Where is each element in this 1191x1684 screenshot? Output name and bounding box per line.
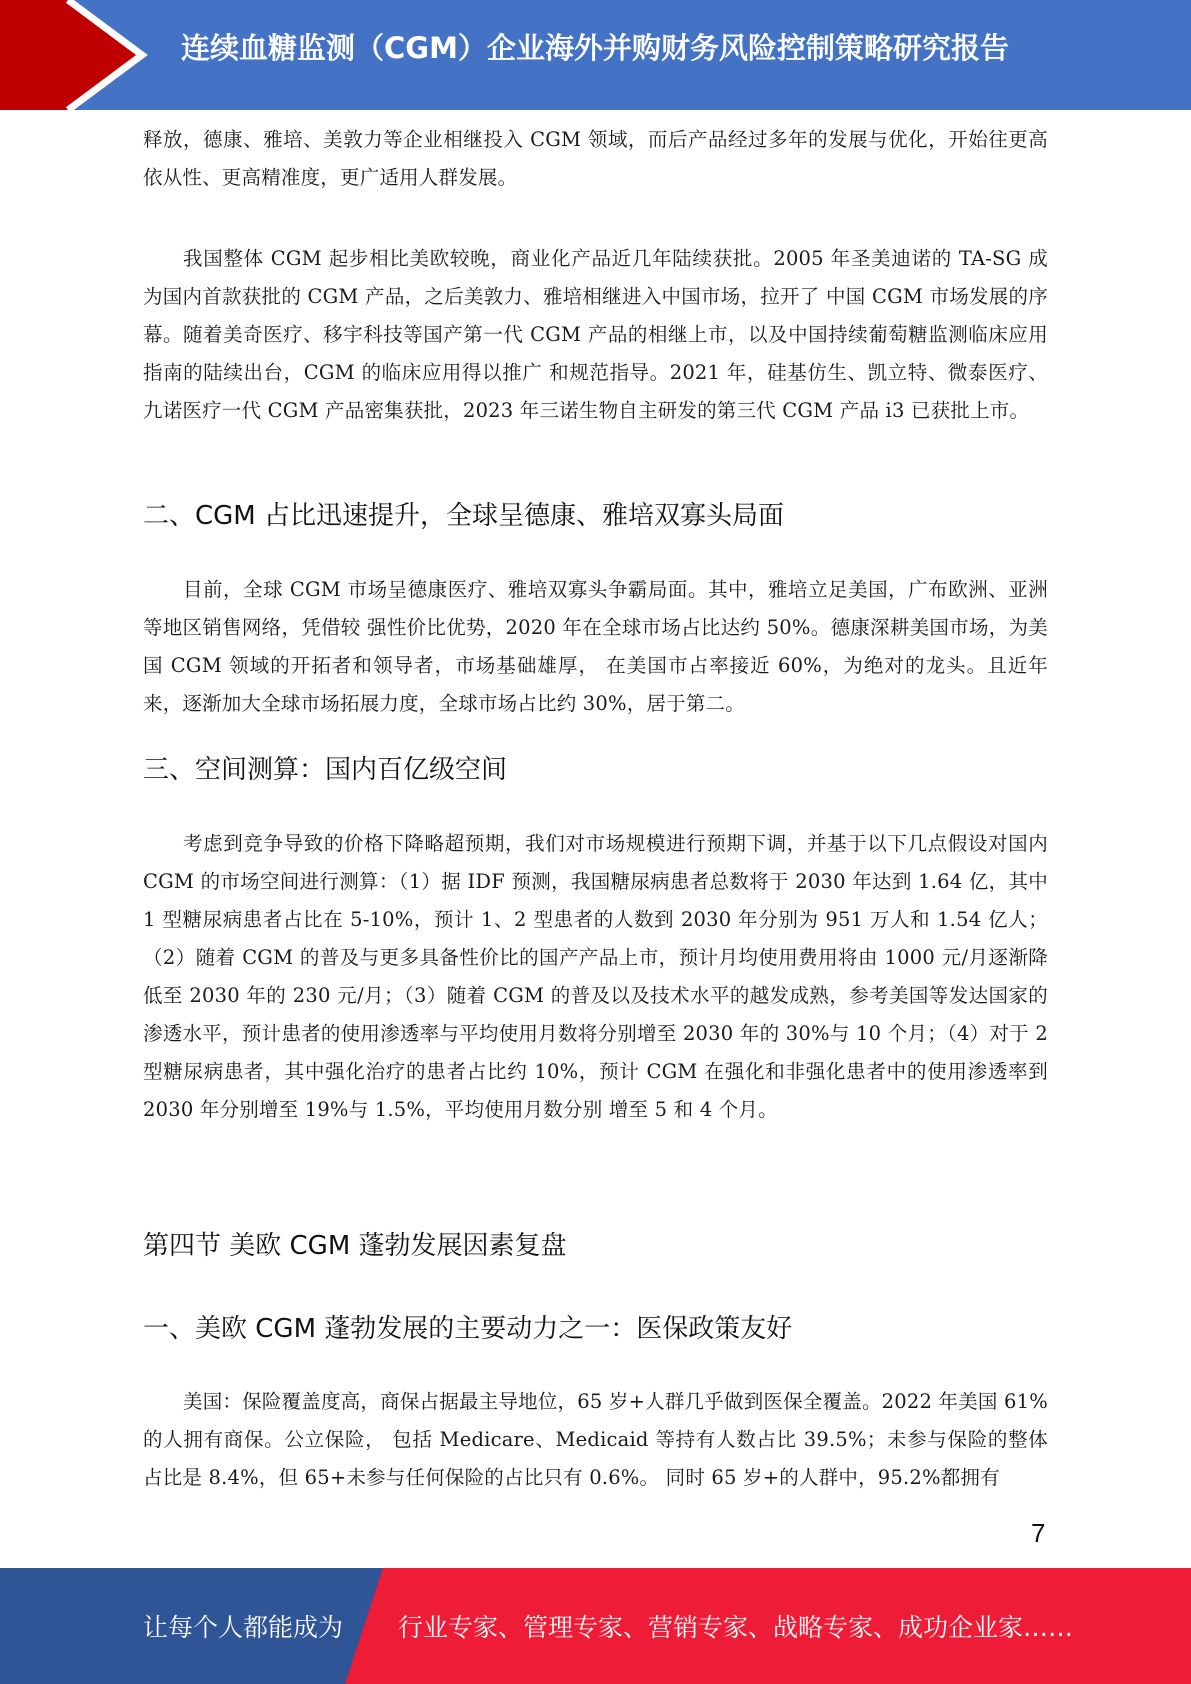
- paragraph-china-cgm-history: 我国整体 CGM 起步相比美欧较晚，商业化产品近几年陆续获批。2005 年圣美迪诺的 TA-SG 成为国内首款获批的 CGM 产品，之后美敦力、雅培相继进入中国市场，拉开了 中国 CGM 市场发展的序幕。随着美奇医疗、移宇科技等国产第一代 CGM 产品的相继上市，以及中国持续葡萄糖监测临床应用指南的陆续出台，CGM 的临床应用得以推广 和规范指导。2021 年，硅基仿生、凯立特、微泰医疗、九诺医疗一代 CGM 产品密集获批，2023 年三诺生物自主研发的第三代 CGM 产品 i3 已获批上市。: [143, 247, 1048, 422]
- paragraph-global-duopoly: 目前，全球 CGM 市场呈德康医疗、雅培双寡头争霸局面。其中，雅培立足美国，广布欧洲、亚洲等地区销售网络，凭借较 强性价比优势，2020 年在全球市场占比达约 50%。德康深耕美国市场，为美国 CGM 领域的开拓者和领导者，市场基础雄厚， 在美国市占率接近 60%，为绝对的龙头。且近年来，逐渐加大全球市场拓展力度，全球市场占比约 30%，居于第二。: [143, 578, 1048, 715]
- section-heading-market-size: 三、空间测算：国内百亿级空间: [143, 755, 508, 785]
- page-footer-banner: [0, 1568, 1191, 1684]
- red-arrow-shape: [0, 0, 140, 110]
- section-heading-market-share: 二、CGM 占比迅速提升，全球呈德康、雅培双寡头局面: [143, 501, 784, 531]
- page-header-banner: [0, 0, 1191, 110]
- page-number: 7: [1031, 1518, 1046, 1548]
- section-heading-insurance-policy: 一、美欧 CGM 蓬勃发展的主要动力之一：医保政策友好: [143, 1314, 793, 1344]
- footer-slogan-left: 让每个人都能成为: [143, 1613, 344, 1642]
- paragraph-market-estimation: 考虑到竞争导致的价格下降略超预期，我们对市场规模进行预期下调，并基于以下几点假设对国内 CGM 的市场空间进行测算：（1）据 IDF 预测，我国糖尿病患者总数将于 2030 年达到 1.64 亿，其中 1 型糖尿病患者占比在 5-10%，预计 1、2 型患者的人数到 2030 年分别为 951 万人和 1.54 亿人；（2）随着 CGM 的普及与更多具备性价比的国产产品上市，预计月均使用费用将由 1000 元/月逐渐降低至 2030 年的 230 元/月；（3）随着 CGM 的普及以及技术水平的越发成熟，参考美国等发达国家的渗透水平，预计患者的使用渗透率与平均使用月数将分别增至 2030 年的 30%与 10 个月；（4）对于 2 型糖尿病患者，其中强化治疗的患者占比约 10%，预计 CGM 在强化和非强化患者中的使用渗透率到 2030 年分别增至 19%与 1.5%，平均使用月数分别 增至 5 和 4 个月。: [143, 832, 1048, 1121]
- paragraph-intro-continuation: 释放，德康、雅培、美敦力等企业相继投入 CGM 领域，而后产品经过多年的发展与优化，开始往更高依从性、更高精准度，更广适用人群发展。: [143, 128, 1048, 189]
- document-title: 连续血糖监测（CGM）企业海外并购财务风险控制策略研究报告: [181, 31, 1009, 65]
- paragraph-us-insurance: 美国：保险覆盖度高，商保占据最主导地位，65 岁+人群几乎做到医保全覆盖。2022 年美国 61%的人拥有商保。公立保险， 包括 Medicare、Medicaid 等持有人数占比 39.5%；未参与保险的整体占比是 8.4%，但 65+未参与任何保险的占比只有 0.6%。 同时 65 岁+的人群中，95.2%都拥有: [143, 1390, 1048, 1489]
- footer-slogan-right: 行业专家、管理专家、营销专家、战略专家、成功企业家……: [398, 1613, 1074, 1642]
- chapter-heading-section-four: 第四节 美欧 CGM 蓬勃发展因素复盘: [143, 1231, 567, 1261]
